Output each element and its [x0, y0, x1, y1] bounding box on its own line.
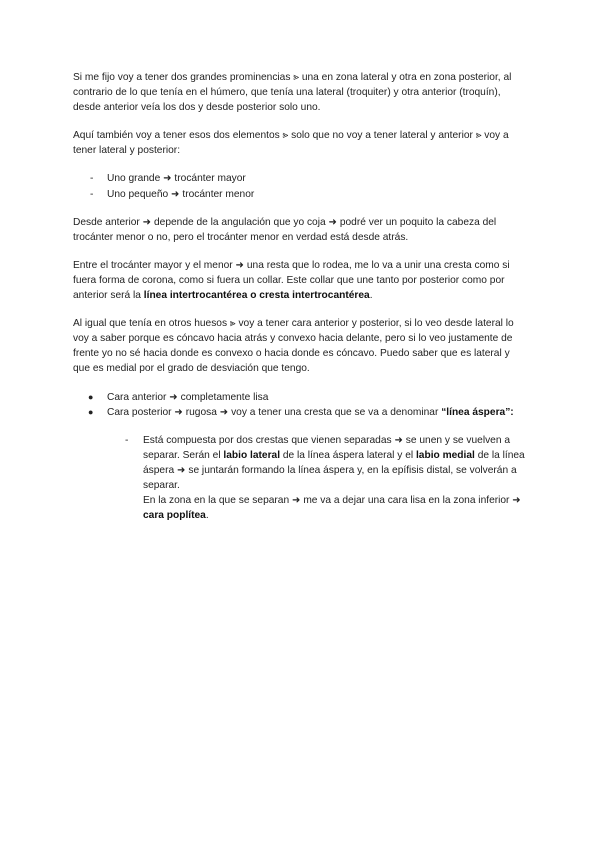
- paragraph-prominences: Si me fijo voy a tener dos grandes prominencias ⪢ una en zona lateral y otra en zona posterior, al contrario de lo que tenía en el húmero, que tenía una lateral (troquiter) y otra anterior (troquín), desde anterior veía los dos y desde posterior solo uno.: [73, 72, 512, 114]
- list-item: - Uno pequeño ➜ trocánter menor: [73, 187, 529, 202]
- paragraph-intertrochanteric: [73, 258, 529, 303]
- paragraph-anterior-view: Desde anterior ➜ depende de la angulación que yo coja ➜ podré ver un poquito la cabeza del trocánter menor o no, pero el trocánter menor en verdad está desde atrás.: [73, 216, 497, 243]
- list-item-text: de la línea áspera ➜ se juntarán formando la línea áspera y, en la epífisis distal, se volverán a separar.: [143, 449, 525, 491]
- list-item-text: En la zona en la que se separan ➜ me va a dejar una cara lisa en la zona inferior ➜: [143, 495, 521, 507]
- list-item-text: de la línea áspera lateral y el: [280, 449, 416, 461]
- list-item-text: .: [205, 510, 209, 522]
- paragraph-text: .: [369, 290, 373, 302]
- bold-term: cara poplítea: [143, 510, 206, 522]
- list-item-text: Cara posterior ➜ rugosa ➜ voy a tener una cresta que se va a denominar: [107, 406, 442, 418]
- faces-list: [73, 390, 529, 420]
- paragraph-text: Entre el trocánter mayor y el menor ➜ una resta que lo rodea, me lo va a unir una cresta como si fuera forma de corona, como si fuera un collar. Este collar que une tanto por posterior como por anterior será la: [73, 259, 510, 302]
- bold-term: labio lateral: [223, 449, 281, 461]
- list-item: ● Cara anterior ➜ completamente lisa: [73, 390, 529, 405]
- list-item: - Uno grande ➜ trocánter mayor: [73, 171, 529, 186]
- linea-aspera-list: [73, 433, 529, 524]
- list-item: [143, 433, 529, 524]
- paragraph-elements: Aquí también voy a tener esos dos elementos ⪢ solo que no voy a tener lateral y anterior ⪢ voy a tener lateral y posterior:: [73, 130, 509, 157]
- bold-term: línea intertrocantérea o cresta intertrocantérea: [143, 290, 370, 302]
- bold-term: “línea áspera”:: [441, 406, 514, 418]
- bold-term: labio medial: [415, 449, 475, 461]
- list-item: [73, 405, 529, 420]
- trochanter-list: [73, 171, 529, 201]
- document-page: [73, 70, 529, 523]
- paragraph-faces: Al igual que tenía en otros huesos ⫸ voy a tener cara anterior y posterior, si lo veo desde lateral lo voy a saber porque es cóncavo hacia atrás y convexo hacia delante, pero si lo veo justamente de frente yo no sé hacia donde es convexo o hacia donde es cóncavo. Puedo saber que es lateral y que es medial por el grado de desviación que tengo.: [73, 318, 514, 375]
- list-item-text: Está compuesta por dos crestas que vienen separadas ➜ se unen y se vuelven a separar. Serán el: [143, 434, 511, 461]
